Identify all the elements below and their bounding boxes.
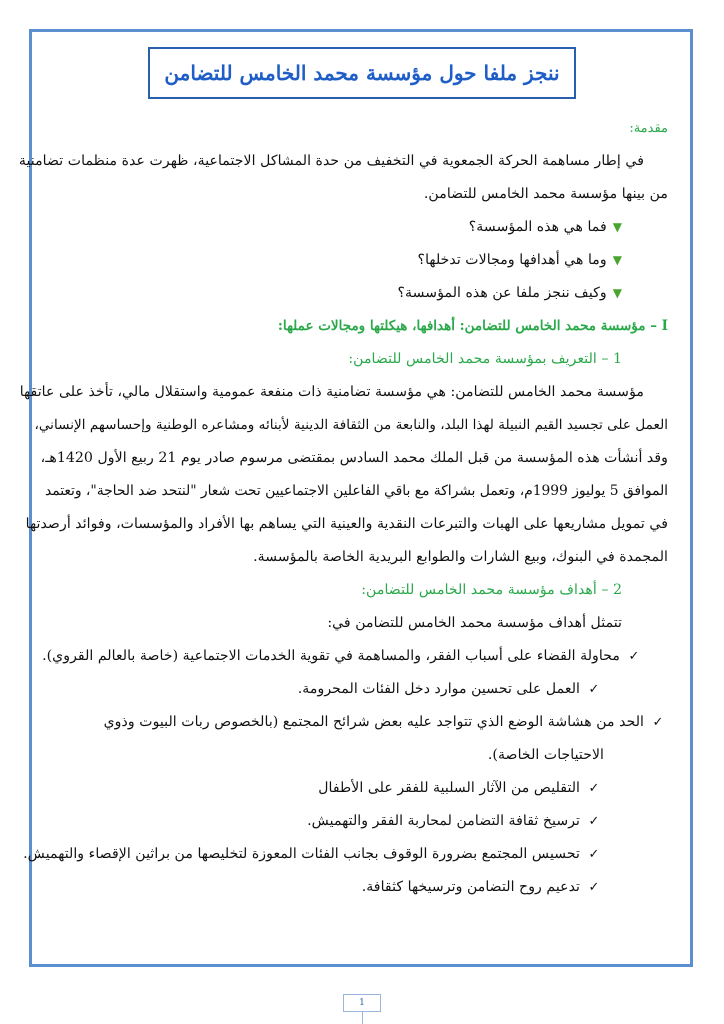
page-title: ننجز ملفا حول مؤسسة محمد الخامس للتضامن [164, 61, 560, 85]
goal-item: ✓تحسيس المجتمع بضرورة الوقوف بجانب الفئات المعوزة لتخليصها من براثين الإقصاء والتهميش. [56, 838, 668, 871]
goal-item-continuation: الاحتياجات الخاصة). [487, 747, 604, 763]
intro-line: من بينها مؤسسة محمد الخامس للتضامن. [423, 186, 668, 202]
check-mark-icon: ✓ [588, 781, 600, 796]
goals-intro: تتمثل أهداف مؤسسة محمد الخامس للتضامن في: [327, 615, 622, 631]
subsection-heading: 1 – التعريف بمؤسسة محمد الخامس للتضامن: [348, 351, 622, 367]
definition-line: الموافق 5 يوليوز 1999م، وتعمل بشراكة مع باقي الفاعلين الاجتماعيين تحت شعار "لنتحد ضد الحاجة"، وتعتمد [44, 483, 668, 499]
check-mark-icon: ✓ [588, 682, 600, 697]
arrow-bullet-icon: ▼ [612, 253, 622, 267]
title-box [148, 47, 576, 99]
document-body [18, 112, 668, 904]
intro-heading: مقدمة: [629, 121, 668, 136]
definition-line: مؤسسة محمد الخامس للتضامن: هي مؤسسة تضامنية ذات منفعة عمومية واستقلال مالي، تأخذ على عاتقها [19, 384, 644, 400]
definition-line: في تمويل مشاريعها على الهبات والتبرعات النقدية والعينية التي يساهم بها الأفراد والمؤسسات، وفوائد أرصدتها [25, 516, 668, 532]
subsection-heading: 2 – أهداف مؤسسة محمد الخامس للتضامن: [361, 582, 622, 598]
check-mark-icon: ✓ [588, 814, 600, 829]
check-mark-icon: ✓ [628, 649, 640, 664]
question-item: ▼فما هي هذه المؤسسة؟ [468, 219, 622, 235]
goal-item: ✓الحد من هشاشة الوضع الذي تتواجد عليه بعض شرائح المجتمع (بالخصوص ربات البيوت وذوي [56, 706, 668, 739]
check-mark-icon: ✓ [588, 847, 600, 862]
goal-item: ✓تدعيم روح التضامن وترسيخها كثقافة. [56, 871, 668, 904]
definition-line: المجمدة في البنوك، وبيع الشارات والطوابع البريدية الخاصة بالمؤسسة. [253, 549, 668, 565]
definition-line: العمل على تجسيد القيم النبيلة لهذا البلد، والنابعة من الثقافة الدينية لأبنائه ومشاعره الوطنية وإحساسهم الإنساني، [34, 417, 668, 433]
question-item: ▼وكيف ننجز ملفا عن هذه المؤسسة؟ [397, 285, 622, 301]
section-heading: I – مؤسسة محمد الخامس للتضامن: أهدافها، هيكلتها ومجالات عملها: [277, 318, 668, 334]
arrow-bullet-icon: ▼ [612, 220, 622, 234]
intro-line: في إطار مساهمة الحركة الجمعوية في التخفيف من حدة المشاكل الاجتماعية، ظهرت عدة منظمات تضامنية [18, 153, 644, 169]
goal-item: ✓ترسيخ ثقافة التضامن لمحاربة الفقر والتهميش. [56, 805, 668, 838]
check-mark-icon: ✓ [652, 715, 664, 730]
goal-item: ✓محاولة القضاء على أسباب الفقر، والمساهمة في تقوية الخدمات الاجتماعية (خاصة بالعالم القروي). [56, 640, 668, 673]
goal-item: ✓العمل على تحسين موارد دخل الفئات المحرومة. [56, 673, 668, 706]
goal-item: ✓التقليص من الآثار السلبية للفقر على الأطفال [56, 772, 668, 805]
question-item: ▼وما هي أهدافها ومجالات تدخلها؟ [417, 252, 622, 268]
check-mark-icon: ✓ [588, 880, 600, 895]
arrow-bullet-icon: ▼ [612, 286, 622, 300]
definition-line: وقد أنشأت هذه المؤسسة من قبل الملك محمد السادس بمقتضى مرسوم صادر يوم 21 ربيع الأول 1420هـ، [40, 450, 668, 466]
page-number: 1 [343, 994, 381, 1012]
page-number-tick [362, 1012, 363, 1024]
